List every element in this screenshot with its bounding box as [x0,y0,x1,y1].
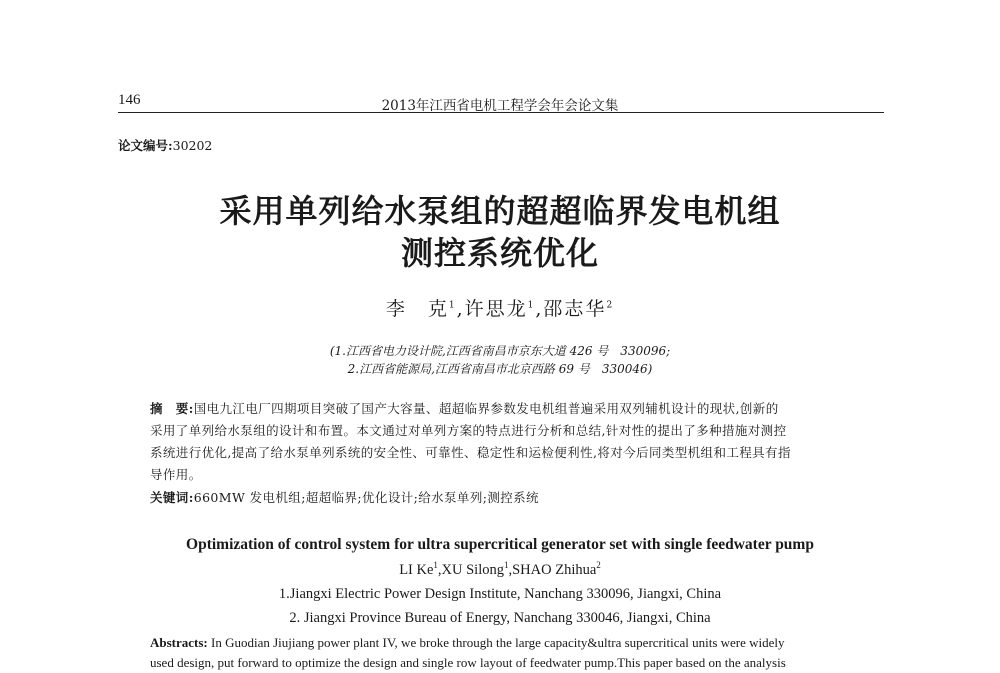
abstract-en [150,633,786,673]
author-cn-sup: 1 [448,300,457,311]
paper-title-line2: 测控系统优化 [400,234,599,272]
paper-id [118,136,212,154]
author-cn: 许思龙 [464,298,528,320]
author-en-sup: 1 [433,560,438,571]
header-rule [118,112,884,113]
abstract-cn-line: 导作用。 [150,467,202,482]
author-en-sup: 2 [596,560,601,571]
abstract-en-line: used design, put forward to optimize the design and single row layout of feedwater pump.This paper based on the analysis [150,655,786,670]
author-en-sup: 1 [503,560,509,571]
affiliation-en: 2. Jiangxi Province Bureau of Energy, Nanchang 330046, Jiangxi, China [289,610,711,626]
journal-header: 2013年江西省电机工程学会年会论文集 [381,98,619,114]
paper-title-line1: 采用单列给水泵组的超超临界发电机组 [219,192,781,230]
author-en: LI Ke [399,562,434,578]
paper-id-value: 30202 [172,138,213,153]
abstract-cn-label: 摘 要: [150,401,194,416]
author-cn: 李 克 [385,298,449,320]
keywords-cn-text: 660MW 发电机组;超超临界;优化设计;给水泵单列;测控系统 [193,490,539,505]
abstract-cn-line [150,400,870,418]
affiliation-en: 1.Jiangxi Electric Power Design Institute, Nanchang 330096, Jiangxi, China [278,586,722,602]
authors-cn: 李 克$^1$,许思龙$^1$,邵志华$^2$ [385,298,615,320]
page-number: 146 [118,92,141,108]
abstract-en-text: In Guodian Jiujiang power plant IV, we broke through the large capacity&ultra supercritical units were widely [211,635,785,650]
keywords-cn-label: 关键词: [150,490,194,505]
abstract-en-label: Abstracts: [150,635,208,650]
paper-title-en: Optimization of control system for ultra supercritical generator set with single feedwater pump [186,536,814,553]
author-en: SHAO Zhihua [512,562,597,578]
affiliation-cn: 2.江西省能源局,江西省南昌市北京西路 69 号 330046) [347,362,653,376]
abstract-en-line [150,633,786,653]
author-cn: 邵志华 [543,298,607,320]
authors-en: LI Ke$^1$,XU Silong$^1$,SHAO Zhihua$^2$ [399,560,601,578]
author-cn-sup: 1 [527,300,536,311]
affiliation-cn: (1.江西省电力设计院,江西省南昌市京东大道 426 号 330096; [329,344,671,358]
author-en: XU Silong [441,562,504,578]
abstract-cn [150,400,870,484]
keywords-cn [150,489,539,507]
paper-id-label: 论文编号: [118,138,173,153]
abstract-cn-line: 采用了单列给水泵组的设计和布置。本文通过对单列方案的特点进行分析和总结,针对性的提出了多种措施对测控 [150,423,787,438]
abstract-cn-line: 系统进行优化,提高了给水泵单列系统的安全性、可靠性、稳定性和运检便利性,将对今后同类型机组和工程具有指 [150,445,791,460]
author-cn-sup: 2 [606,300,615,311]
abstract-cn-text: 国电九江电厂四期项目突破了国产大容量、超超临界参数发电机组普遍采用双列辅机设计的现状,创新的 [193,401,779,416]
